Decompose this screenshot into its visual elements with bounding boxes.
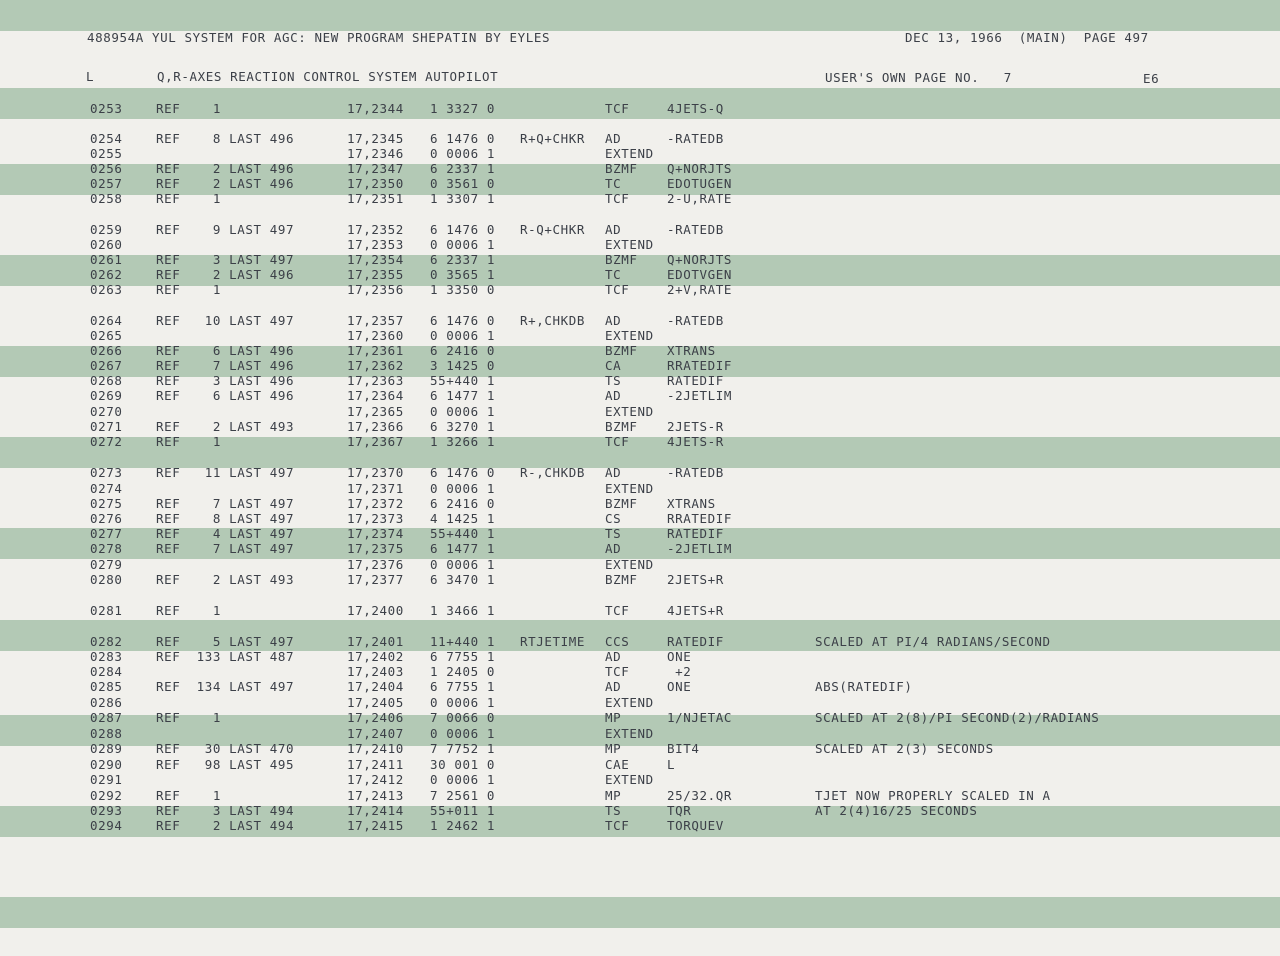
octal-code: 6 1476 0 [430, 222, 496, 237]
seq-number: 0293 [90, 803, 123, 818]
opcode: EXTEND [605, 146, 654, 161]
ref-info: REF 3 LAST 496 [156, 373, 295, 388]
ref-info: REF 8 LAST 496 [156, 131, 295, 146]
opcode: TS [605, 526, 622, 541]
operand: -RATEDB [667, 222, 724, 237]
octal-code: 7 2561 0 [430, 788, 496, 803]
opcode: TC [605, 176, 622, 191]
seq-number: 0258 [90, 191, 123, 206]
seq-number: 0255 [90, 146, 123, 161]
opcode: AD [605, 313, 622, 328]
address: 17,2377 [347, 572, 404, 587]
address: 17,2363 [347, 373, 404, 388]
address: 17,2375 [347, 541, 404, 556]
octal-code: 0 0006 1 [430, 695, 496, 710]
ref-info: REF 4 LAST 497 [156, 526, 295, 541]
operand: XTRANS [667, 496, 716, 511]
seq-number: 0260 [90, 237, 123, 252]
opcode: AD [605, 679, 622, 694]
octal-code: 6 2337 1 [430, 161, 496, 176]
opcode: MP [605, 741, 622, 756]
seq-number: 0282 [90, 634, 123, 649]
octal-code: 55+440 1 [430, 373, 496, 388]
ref-info: REF 133 LAST 487 [156, 649, 295, 664]
opcode: AD [605, 465, 622, 480]
seq-number: 0292 [90, 788, 123, 803]
address: 17,2356 [347, 282, 404, 297]
user-page-number: USER'S OWN PAGE NO. 7 [825, 70, 1012, 85]
ref-info: REF 2 LAST 496 [156, 176, 295, 191]
seq-number: 0269 [90, 388, 123, 403]
address: 17,2406 [347, 710, 404, 725]
paper-band [0, 897, 1280, 928]
octal-code: 6 3470 1 [430, 572, 496, 587]
operand: RATEDIF [667, 634, 724, 649]
address: 17,2344 [347, 101, 404, 116]
opcode: TCF [605, 282, 630, 297]
address: 17,2357 [347, 313, 404, 328]
ref-info: REF 6 LAST 496 [156, 343, 295, 358]
octal-code: 1 2405 0 [430, 664, 496, 679]
opcode: TCF [605, 101, 630, 116]
ref-info: REF 9 LAST 497 [156, 222, 295, 237]
address: 17,2412 [347, 772, 404, 787]
operand: 25/32.QR [667, 788, 733, 803]
operand: 2-U,RATE [667, 191, 733, 206]
octal-code: 55+011 1 [430, 803, 496, 818]
operand: -RATEDB [667, 465, 724, 480]
opcode: CCS [605, 634, 630, 649]
operand: Q+NORJTS [667, 161, 733, 176]
opcode: MP [605, 710, 622, 725]
ref-info: REF 11 LAST 497 [156, 465, 295, 480]
address: 17,2402 [347, 649, 404, 664]
operand: RATEDIF [667, 526, 724, 541]
seq-number: 0284 [90, 664, 123, 679]
opcode: AD [605, 131, 622, 146]
ref-info: REF 2 LAST 496 [156, 267, 295, 282]
address: 17,2346 [347, 146, 404, 161]
address: 17,2410 [347, 741, 404, 756]
octal-code: 0 0006 1 [430, 328, 496, 343]
seq-number: 0291 [90, 772, 123, 787]
operand: 4JETS-R [667, 434, 724, 449]
ref-info: REF 1 [156, 788, 222, 803]
opcode: MP [605, 788, 622, 803]
operand: ONE [667, 649, 692, 664]
seq-number: 0283 [90, 649, 123, 664]
address: 17,2352 [347, 222, 404, 237]
octal-code: 11+440 1 [430, 634, 496, 649]
opcode: CS [605, 511, 622, 526]
page-code: E6 [1143, 71, 1160, 86]
address: 17,2376 [347, 557, 404, 572]
comment: TJET NOW PROPERLY SCALED IN A [815, 788, 1051, 803]
seq-number: 0288 [90, 726, 123, 741]
symbol-label: R+Q+CHKR [520, 131, 586, 146]
seq-number: 0259 [90, 222, 123, 237]
address: 17,2411 [347, 757, 404, 772]
octal-code: 1 3350 0 [430, 282, 496, 297]
operand: L [667, 757, 676, 772]
address: 17,2374 [347, 526, 404, 541]
octal-code: 0 0006 1 [430, 772, 496, 787]
opcode: CAE [605, 757, 630, 772]
opcode: EXTEND [605, 726, 654, 741]
operand: EDOTVGEN [667, 267, 733, 282]
operand: 1/NJETAC [667, 710, 733, 725]
operand: RRATEDIF [667, 511, 733, 526]
opcode: TCF [605, 191, 630, 206]
opcode: EXTEND [605, 237, 654, 252]
address: 17,2372 [347, 496, 404, 511]
address: 17,2400 [347, 603, 404, 618]
ref-info: REF 1 [156, 282, 222, 297]
ref-info: REF 1 [156, 434, 222, 449]
opcode: BZMF [605, 572, 638, 587]
seq-number: 0273 [90, 465, 123, 480]
octal-code: 1 3266 1 [430, 434, 496, 449]
seq-number: 0254 [90, 131, 123, 146]
paper-band [0, 0, 1280, 31]
operand: EDOTUGEN [667, 176, 733, 191]
octal-code: 6 7755 1 [430, 679, 496, 694]
address: 17,2350 [347, 176, 404, 191]
operand: Q+NORJTS [667, 252, 733, 267]
octal-code: 1 2462 1 [430, 818, 496, 833]
operand: +2 [667, 664, 692, 679]
operand: -2JETLIM [667, 388, 733, 403]
octal-code: 4 1425 1 [430, 511, 496, 526]
opcode: BZMF [605, 419, 638, 434]
octal-code: 6 2337 1 [430, 252, 496, 267]
octal-code: 7 7752 1 [430, 741, 496, 756]
address: 17,2370 [347, 465, 404, 480]
opcode: EXTEND [605, 328, 654, 343]
operand: 4JETS-Q [667, 101, 724, 116]
ref-info: REF 2 LAST 496 [156, 161, 295, 176]
octal-code: 0 0006 1 [430, 557, 496, 572]
listing-header-left: 488954A YUL SYSTEM FOR AGC: NEW PROGRAM SHEPATIN BY EYLES [87, 30, 551, 45]
seq-number: 0287 [90, 710, 123, 725]
ref-info: REF 6 LAST 496 [156, 388, 295, 403]
operand: 2JETS+R [667, 572, 724, 587]
address: 17,2367 [347, 434, 404, 449]
ref-info: REF 30 LAST 470 [156, 741, 295, 756]
seq-number: 0289 [90, 741, 123, 756]
ref-info: REF 3 LAST 494 [156, 803, 295, 818]
seq-number: 0280 [90, 572, 123, 587]
octal-code: 1 3307 1 [430, 191, 496, 206]
ref-info: REF 98 LAST 495 [156, 757, 295, 772]
octal-code: 7 0066 0 [430, 710, 496, 725]
seq-number: 0265 [90, 328, 123, 343]
seq-number: 0285 [90, 679, 123, 694]
seq-number: 0274 [90, 481, 123, 496]
opcode: BZMF [605, 343, 638, 358]
seq-number: 0294 [90, 818, 123, 833]
operand: -RATEDB [667, 131, 724, 146]
address: 17,2361 [347, 343, 404, 358]
octal-code: 6 1477 1 [430, 541, 496, 556]
address: 17,2373 [347, 511, 404, 526]
ref-info: REF 7 LAST 496 [156, 358, 295, 373]
address: 17,2347 [347, 161, 404, 176]
seq-number: 0266 [90, 343, 123, 358]
octal-code: 0 3565 1 [430, 267, 496, 282]
seq-number: 0262 [90, 267, 123, 282]
ref-info: REF 2 LAST 493 [156, 419, 295, 434]
seq-number: 0264 [90, 313, 123, 328]
address: 17,2407 [347, 726, 404, 741]
address: 17,2351 [347, 191, 404, 206]
octal-code: 6 1477 1 [430, 388, 496, 403]
opcode: EXTEND [605, 481, 654, 496]
seq-number: 0277 [90, 526, 123, 541]
opcode: TCF [605, 434, 630, 449]
address: 17,2355 [347, 267, 404, 282]
ref-info: REF 10 LAST 497 [156, 313, 295, 328]
opcode: AD [605, 649, 622, 664]
seq-number: 0275 [90, 496, 123, 511]
octal-code: 0 3561 0 [430, 176, 496, 191]
opcode: EXTEND [605, 695, 654, 710]
opcode: TS [605, 803, 622, 818]
octal-code: 0 0006 1 [430, 481, 496, 496]
octal-code: 6 1476 0 [430, 465, 496, 480]
operand: -RATEDB [667, 313, 724, 328]
ref-info: REF 2 LAST 493 [156, 572, 295, 587]
symbol-label: R+,CHKDB [520, 313, 586, 328]
address: 17,2414 [347, 803, 404, 818]
seq-number: 0268 [90, 373, 123, 388]
address: 17,2413 [347, 788, 404, 803]
octal-code: 0 0006 1 [430, 726, 496, 741]
seq-number: 0278 [90, 541, 123, 556]
comment: AT 2(4)16/25 SECONDS [815, 803, 978, 818]
operand: RATEDIF [667, 373, 724, 388]
symbol-label: RTJETIME [520, 634, 586, 649]
octal-code: 1 3327 0 [430, 101, 496, 116]
comment: SCALED AT 2(3) SECONDS [815, 741, 994, 756]
opcode: TCF [605, 664, 630, 679]
operand: ONE [667, 679, 692, 694]
comment: SCALED AT PI/4 RADIANS/SECOND [815, 634, 1051, 649]
ref-info: REF 7 LAST 497 [156, 541, 295, 556]
subheader-title: Q,R-AXES REACTION CONTROL SYSTEM AUTOPILOT [157, 69, 499, 84]
octal-code: 1 3466 1 [430, 603, 496, 618]
comment: SCALED AT 2(8)/PI SECOND(2)/RADIANS [815, 710, 1100, 725]
opcode: TCF [605, 818, 630, 833]
address: 17,2404 [347, 679, 404, 694]
address: 17,2364 [347, 388, 404, 403]
address: 17,2354 [347, 252, 404, 267]
seq-number: 0270 [90, 404, 123, 419]
octal-code: 0 0006 1 [430, 237, 496, 252]
ref-info: REF 1 [156, 603, 222, 618]
octal-code: 6 2416 0 [430, 496, 496, 511]
address: 17,2401 [347, 634, 404, 649]
seq-number: 0281 [90, 603, 123, 618]
operand: -2JETLIM [667, 541, 733, 556]
octal-code: 3 1425 0 [430, 358, 496, 373]
seq-number: 0267 [90, 358, 123, 373]
address: 17,2360 [347, 328, 404, 343]
symbol-label: R-,CHKDB [520, 465, 586, 480]
seq-number: 0256 [90, 161, 123, 176]
ref-info: REF 2 LAST 494 [156, 818, 295, 833]
operand: RRATEDIF [667, 358, 733, 373]
address: 17,2366 [347, 419, 404, 434]
listing-header-right: DEC 13, 1966 (MAIN) PAGE 497 [905, 30, 1149, 45]
octal-code: 6 2416 0 [430, 343, 496, 358]
seq-number: 0272 [90, 434, 123, 449]
ref-info: REF 5 LAST 497 [156, 634, 295, 649]
seq-number: 0276 [90, 511, 123, 526]
octal-code: 0 0006 1 [430, 146, 496, 161]
ref-info: REF 1 [156, 710, 222, 725]
address: 17,2415 [347, 818, 404, 833]
seq-number: 0290 [90, 757, 123, 772]
operand: 2JETS-R [667, 419, 724, 434]
operand: XTRANS [667, 343, 716, 358]
address: 17,2403 [347, 664, 404, 679]
opcode: BZMF [605, 496, 638, 511]
address: 17,2345 [347, 131, 404, 146]
opcode: TC [605, 267, 622, 282]
opcode: TCF [605, 603, 630, 618]
ref-info: REF 134 LAST 497 [156, 679, 295, 694]
operand: 4JETS+R [667, 603, 724, 618]
opcode: BZMF [605, 161, 638, 176]
seq-number: 0263 [90, 282, 123, 297]
address: 17,2353 [347, 237, 404, 252]
seq-number: 0286 [90, 695, 123, 710]
octal-code: 6 3270 1 [430, 419, 496, 434]
opcode: AD [605, 541, 622, 556]
symbol-label: R-Q+CHKR [520, 222, 586, 237]
ref-info: REF 8 LAST 497 [156, 511, 295, 526]
ref-info: REF 7 LAST 497 [156, 496, 295, 511]
comment: ABS(RATEDIF) [815, 679, 913, 694]
opcode: EXTEND [605, 557, 654, 572]
address: 17,2362 [347, 358, 404, 373]
address: 17,2371 [347, 481, 404, 496]
octal-code: 30 001 0 [430, 757, 496, 772]
opcode: BZMF [605, 252, 638, 267]
seq-number: 0253 [90, 101, 123, 116]
opcode: CA [605, 358, 622, 373]
opcode: EXTEND [605, 404, 654, 419]
octal-code: 6 1476 0 [430, 131, 496, 146]
opcode: TS [605, 373, 622, 388]
octal-code: 6 1476 0 [430, 313, 496, 328]
operand: TORQUEV [667, 818, 724, 833]
address: 17,2405 [347, 695, 404, 710]
octal-code: 0 0006 1 [430, 404, 496, 419]
seq-number: 0279 [90, 557, 123, 572]
ref-info: REF 1 [156, 191, 222, 206]
subheader-marker: L [86, 69, 95, 84]
operand: BIT4 [667, 741, 700, 756]
opcode: AD [605, 388, 622, 403]
operand: TQR [667, 803, 692, 818]
ref-info: REF 3 LAST 497 [156, 252, 295, 267]
octal-code: 6 7755 1 [430, 649, 496, 664]
octal-code: 55+440 1 [430, 526, 496, 541]
operand: 2+V,RATE [667, 282, 733, 297]
seq-number: 0261 [90, 252, 123, 267]
opcode: AD [605, 222, 622, 237]
address: 17,2365 [347, 404, 404, 419]
seq-number: 0271 [90, 419, 123, 434]
opcode: EXTEND [605, 772, 654, 787]
seq-number: 0257 [90, 176, 123, 191]
ref-info: REF 1 [156, 101, 222, 116]
